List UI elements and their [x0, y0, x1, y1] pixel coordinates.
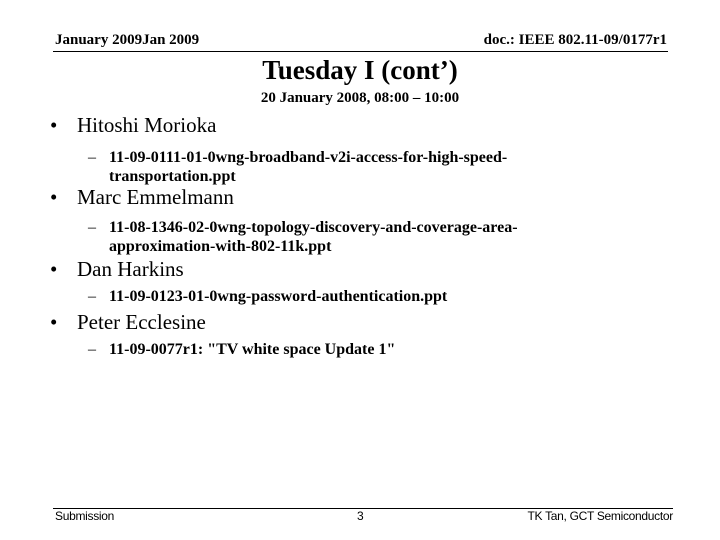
footer-submission: Submission — [55, 509, 115, 523]
bullet-marker: • — [50, 185, 58, 209]
document-line: 11-09-0077r1: "TV white space Update 1" — [109, 341, 396, 358]
bullet-marker: • — [50, 257, 58, 281]
document-entry — [88, 218, 518, 256]
document-line: 11-08-1346-02-0wng-topology-discovery-and-coverage-area- — [109, 219, 518, 236]
bullet-item — [50, 184, 234, 210]
header-divider — [53, 51, 668, 52]
document-entry — [88, 340, 395, 359]
document-entry — [88, 287, 447, 306]
header-doc-number: doc.: IEEE 802.11-09/0177r1 — [483, 32, 667, 48]
slide-subtitle: 20 January 2008, 08:00 – 10:00 — [260, 90, 460, 106]
presenter-name: Hitoshi Morioka — [77, 113, 217, 137]
document-line: 11-09-0123-01-0wng-password-authentication.ppt — [109, 288, 448, 305]
dash-marker: – — [88, 149, 96, 166]
presenter-name: Dan Harkins — [77, 257, 184, 281]
bullet-item — [50, 112, 216, 138]
footer-author: TK Tan, GCT Semiconductor — [527, 509, 673, 523]
slide-title: Tuesday I (cont’) — [262, 55, 458, 85]
page-number: 3 — [357, 509, 364, 523]
header-date: January 2009Jan 2009 — [55, 32, 200, 48]
bullet-item — [50, 309, 206, 335]
dash-marker: – — [88, 219, 96, 236]
document-line: transportation.ppt — [109, 168, 236, 185]
presenter-name: Peter Ecclesine — [77, 310, 206, 334]
presenter-name: Marc Emmelmann — [77, 185, 234, 209]
dash-marker: – — [88, 288, 96, 305]
document-line: 11-09-0111-01-0wng-broadband-v2i-access-for-high-speed- — [109, 149, 508, 166]
dash-marker: – — [88, 341, 96, 358]
bullet-marker: • — [50, 113, 58, 137]
bullet-marker: • — [50, 310, 58, 334]
document-line: approximation-with-802-11k.ppt — [109, 238, 332, 255]
bullet-item — [50, 256, 184, 282]
document-entry — [88, 148, 507, 186]
